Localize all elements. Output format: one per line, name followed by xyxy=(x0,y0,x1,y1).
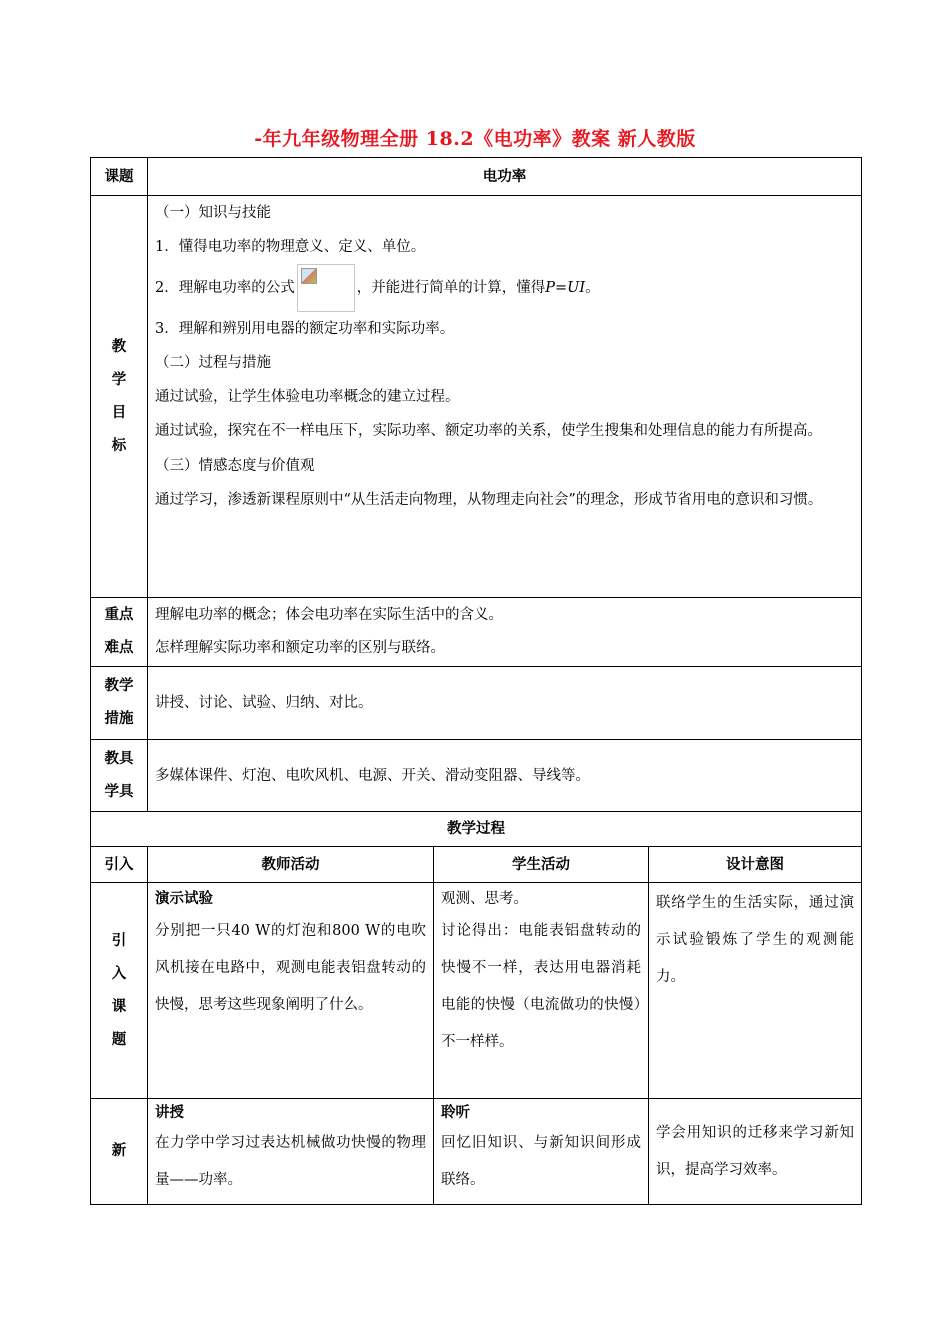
new-teacher-head: 讲授 xyxy=(155,1105,184,1121)
objective-para-1: 通过试验，让学生体验电功率概念的建立过程。 xyxy=(155,389,460,405)
objective-line-1: 1．懂得电功率的物理意义、定义、单位。 xyxy=(155,239,426,255)
tools-content: 多媒体课件、灯泡、电吹风机、电源、开关、滑动变阻器、导线等。 xyxy=(148,740,862,812)
objective-heading-3: （三）情感态度与价值观 xyxy=(155,458,315,474)
objectives-row xyxy=(91,196,862,598)
intro-student-line: 观测、思考。 xyxy=(441,891,528,907)
key-point-1: 理解电功率的概念；体会电功率在实际生活中的含义。 xyxy=(155,607,503,623)
methods-label: 教学 措施 xyxy=(91,667,148,740)
intro-teacher-head: 演示试验 xyxy=(155,891,213,907)
intro-teacher-text: 分别把一只40 W的灯泡和800 W的电吹风机接在电路中，观测电能表铝盘转动的快慢，思考这些现象阐明了什么。 xyxy=(155,923,426,1013)
objectives-label: 教 学 目 标 xyxy=(91,196,148,598)
topic-row xyxy=(91,158,862,196)
new-student-text: 回忆旧知识、与新知识间形成联络。 xyxy=(441,1135,641,1188)
methods-content: 讲授、讨论、试验、归纳、对比。 xyxy=(148,667,862,740)
new-label: 新 xyxy=(91,1099,148,1205)
tools-row xyxy=(91,740,862,812)
objective-heading-1: （一）知识与技能 xyxy=(155,205,271,221)
broken-image-icon xyxy=(301,268,317,284)
key-points-content xyxy=(148,598,862,667)
topic-label: 课题 xyxy=(91,158,148,196)
process-row-intro xyxy=(91,883,862,1099)
lesson-plan-table xyxy=(90,157,862,1205)
objective-line-2: 2．理解电功率的公式 ，并能进行简单的计算，懂得P=UI。 xyxy=(155,264,854,312)
topic-value: 电功率 xyxy=(148,158,862,196)
objective-para-3: 通过学习，渗透新课程原则中“从生活走向物理，从物理走向社会”的理念，形成节省用电的意识和习惯。 xyxy=(155,492,823,508)
new-student-cell xyxy=(434,1099,649,1205)
formula-image xyxy=(297,264,355,312)
new-student-head: 聆听 xyxy=(441,1105,470,1121)
intro-teacher-cell xyxy=(148,883,434,1099)
header-teacher: 教师活动 xyxy=(148,847,434,883)
methods-row xyxy=(91,667,862,740)
document-title: -年九年级物理全册 18.2《电功率》教案 新人教版 xyxy=(254,128,696,150)
objectives-content xyxy=(148,196,862,598)
intro-student-text: 讨论得出：电能表铝盘转动的快慢不一样，表达用电器消耗电能的快慢（电流做功的快慢）不一样样。 xyxy=(441,923,641,1050)
objective-line-3: 3．理解和辨别用电器的额定功率和实际功率。 xyxy=(155,321,455,337)
new-teacher-text: 在力学中学习过表达机械做功快慢的物理量——功率。 xyxy=(155,1135,426,1188)
tools-label: 教具 学具 xyxy=(91,740,148,812)
process-row-new xyxy=(91,1099,862,1205)
new-teacher-cell xyxy=(148,1099,434,1205)
objective-heading-2: （二）过程与措施 xyxy=(155,355,271,371)
new-intent-text: 学会用知识的迁移来学习新知识，提高学习效率。 xyxy=(656,1125,855,1178)
objective-para-2: 通过试验，探究在不一样电压下，实际功率、额定功率的关系，使学生搜集和处理信息的能力有所提高。 xyxy=(155,423,822,439)
intro-intent-cell xyxy=(649,883,862,1099)
key-point-2: 怎样理解实际功率和额定功率的区别与联络。 xyxy=(155,640,445,656)
intro-label: 引 入 课 题 xyxy=(91,883,148,1099)
key-points-label: 重点 难点 xyxy=(91,598,148,667)
process-header-row xyxy=(91,847,862,883)
new-intent-cell xyxy=(649,1099,862,1205)
process-title: 教学过程 xyxy=(91,812,862,847)
intro-student-cell xyxy=(434,883,649,1099)
key-points-row xyxy=(91,598,862,667)
intro-intent-text: 联络学生的生活实际，通过演示试验锻炼了学生的观测能力。 xyxy=(656,895,855,985)
header-intent: 设计意图 xyxy=(649,847,862,883)
header-intro: 引入 xyxy=(91,847,148,883)
header-student: 学生活动 xyxy=(434,847,649,883)
process-title-row xyxy=(91,812,862,847)
